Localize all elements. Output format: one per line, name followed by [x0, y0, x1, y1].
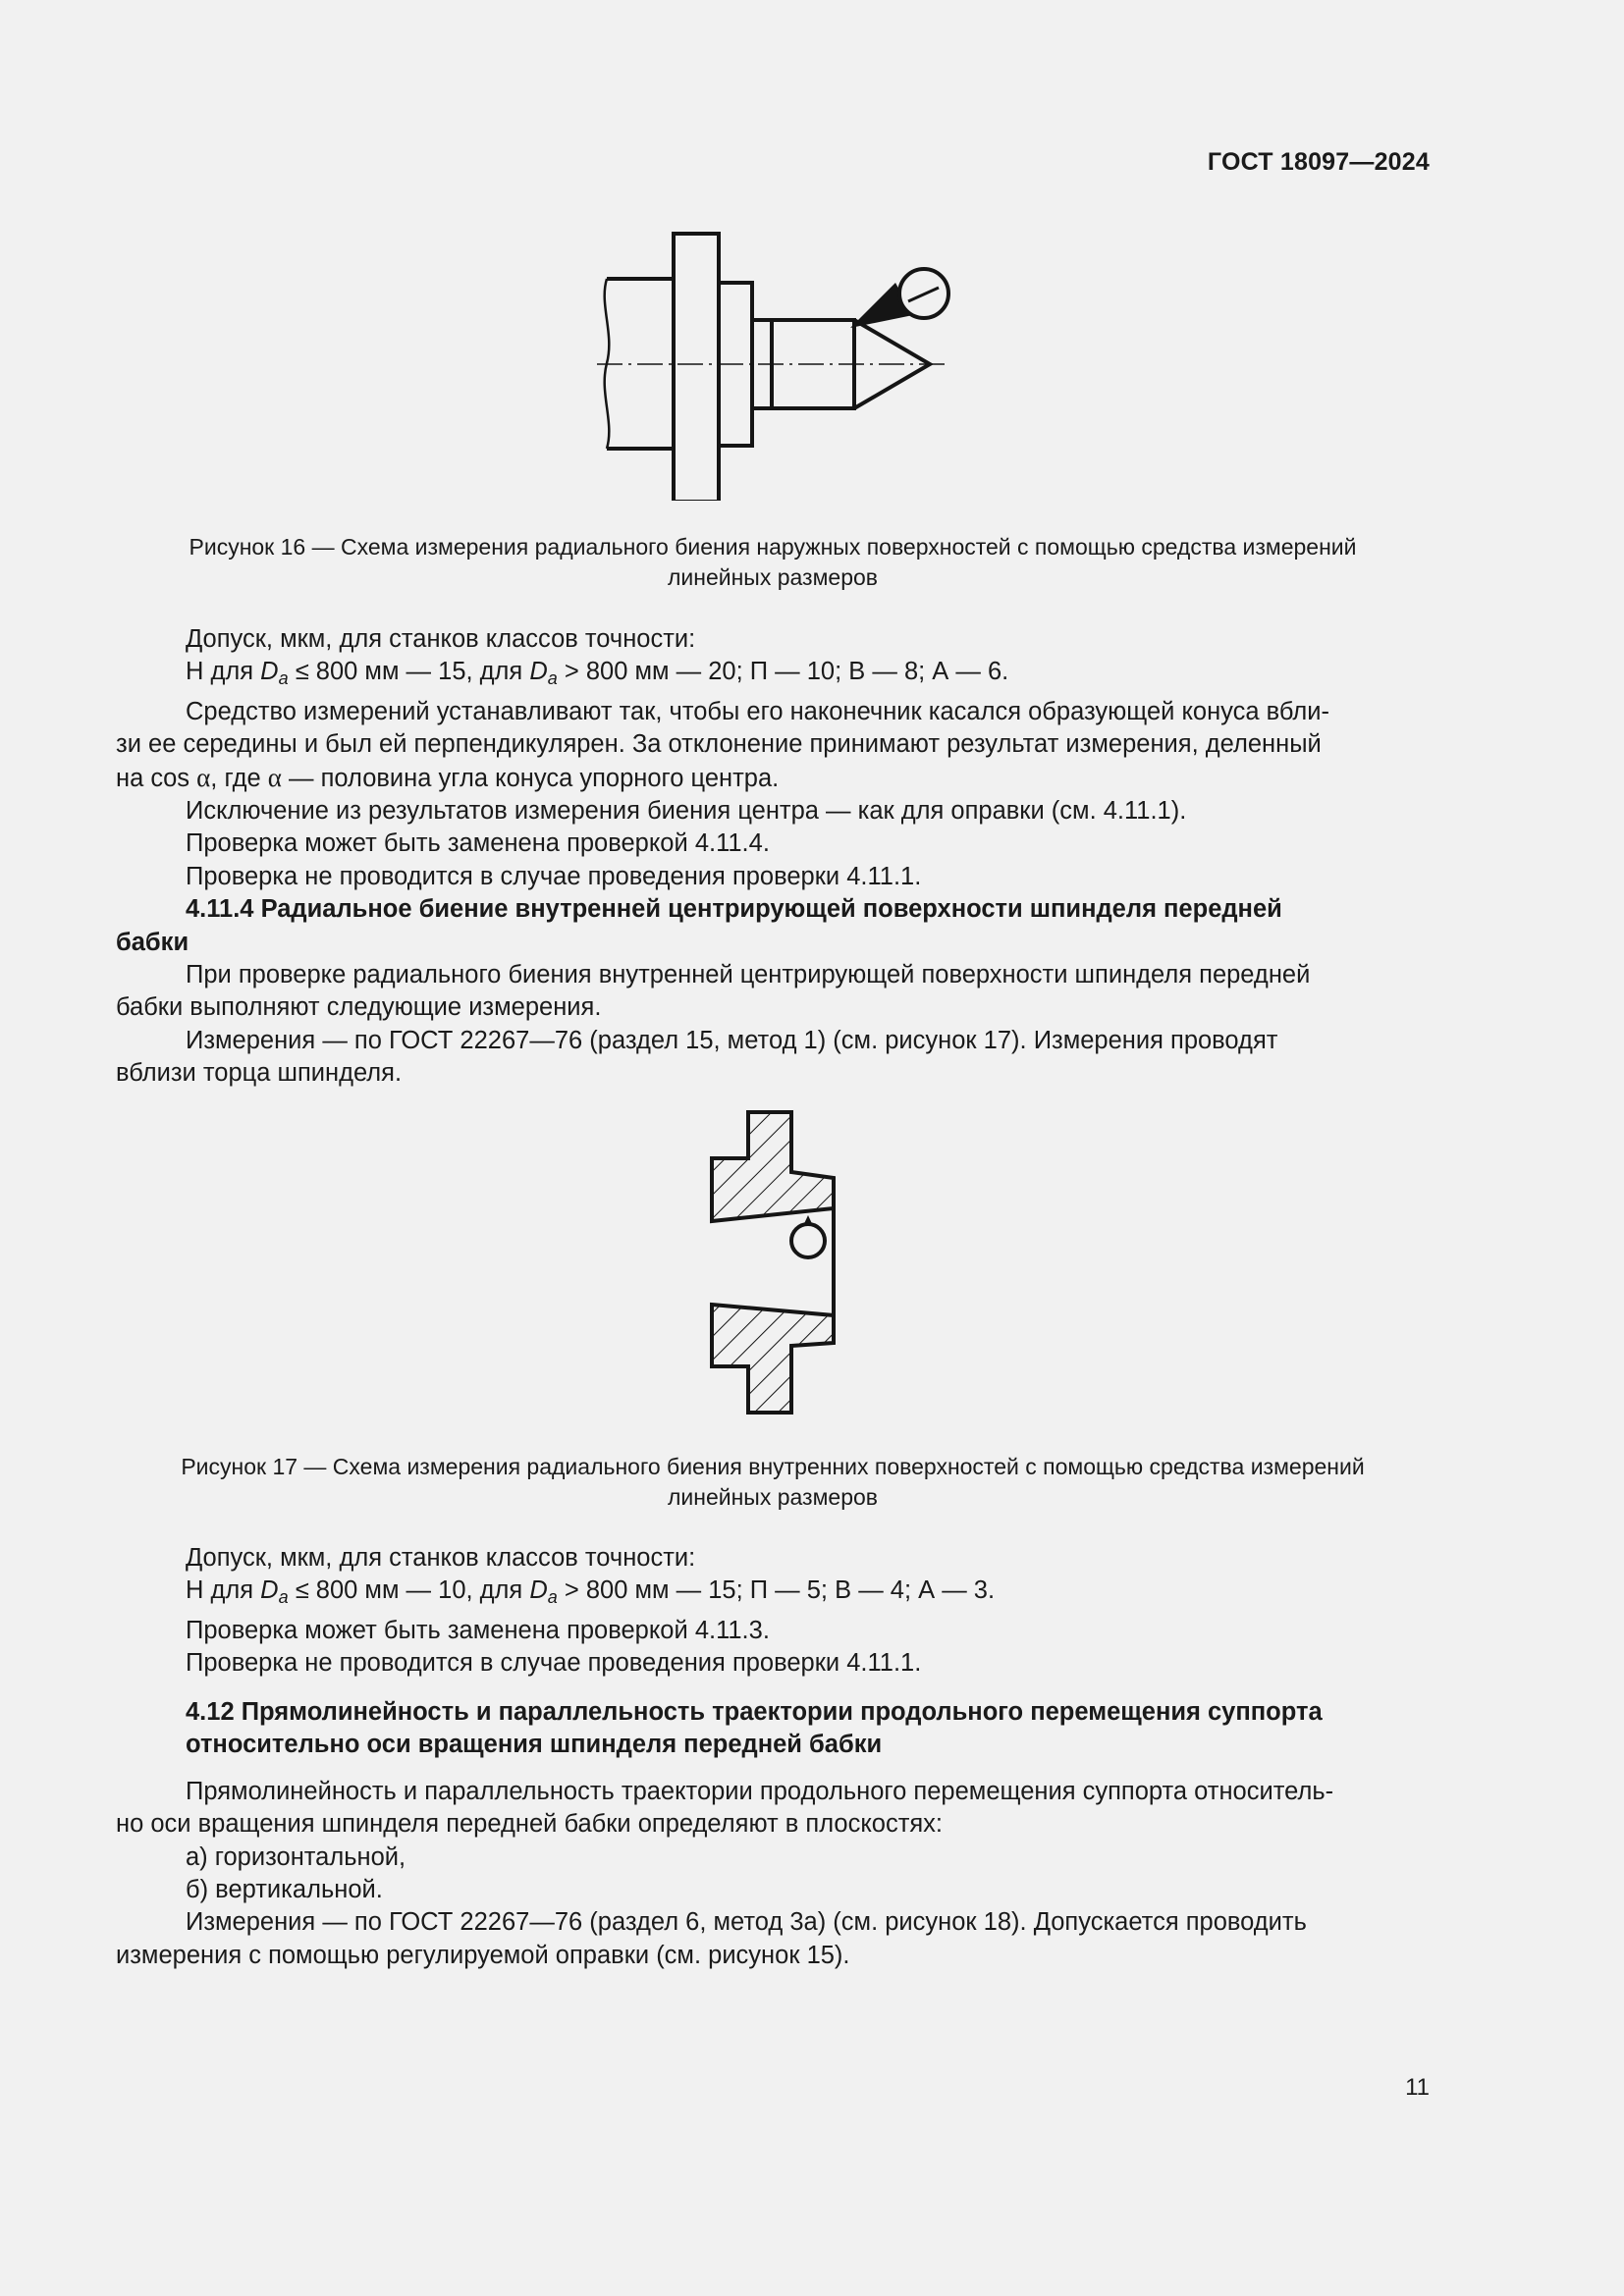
figure-16-caption: Рисунок 16 — Схема измерения радиального биения наружных поверхностей с помощью средства измерений линейных размеров: [189, 534, 1357, 590]
figure-17-caption: Рисунок 17 — Схема измерения радиального биения внутренних поверхностей с помощью средства измерений линейных размеров: [181, 1454, 1365, 1510]
paragraph-not-performed: Проверка не проводится в случае проведения проверки 4.11.1.: [186, 1649, 922, 1678]
tolerance-intro: Допуск, мкм, для станков классов точности:: [186, 1544, 696, 1572]
tolerance-values: Н для $D_a \le 800$ мм — 10, для $D_a > 800$ мм — 15; П — 5; В — 4; А — 3.: [186, 1576, 996, 1608]
paragraph-exclusion: Исключение из результатов измерения биения центра — как для оправки (см. 4.11.1).: [186, 797, 1187, 826]
flange: [674, 234, 719, 501]
paragraph-replace: Проверка может быть заменена проверкой 4.11.4.: [186, 829, 770, 858]
paragraph-replace: Проверка может быть заменена проверкой 4.11.3.: [186, 1616, 770, 1644]
tolerance-intro: Допуск, мкм, для станков классов точности:: [186, 625, 696, 653]
spindle-upper-section: [712, 1112, 834, 1221]
tolerance-values: Н для $D_a \le 800$ мм — 15, для $D_a > 800$ мм — 20; П — 10; В — 8; А — 6.: [186, 658, 1009, 689]
list-item-a: а) горизонтальной,: [186, 1842, 406, 1871]
paragraph-measurements-ref: Измерения — по ГОСТ 22267—76 (раздел 6, метод 3а) (см. рисунок 18). Допускается проводить измерения с помощью регулируемой оправки (см. рисунок 15).: [116, 1908, 1307, 1969]
text-block-1: [116, 623, 1430, 1091]
paragraph-planes: Прямолинейность и параллельность траектории продольного перемещения суппорта относитель- но оси вращения шпинделя передней бабки определяют в плоскостях:: [116, 1777, 1334, 1839]
paragraph-not-performed: Проверка не проводится в случае проведения проверки 4.11.1.: [186, 862, 922, 890]
page-number: 11: [1405, 2074, 1430, 2101]
document-code: ГОСТ 18097—2024: [1207, 148, 1430, 176]
list-item-b: б) вертикальной.: [186, 1876, 383, 1904]
dial-indicator-icon: [791, 1224, 825, 1257]
section-heading-4-12: 4.12 Прямолинейность и параллельность траектории продольного перемещения суппорта относительно оси вращения шпинделя передней бабки: [186, 1698, 1323, 1759]
paragraph-runout-check: При проверке радиального биения внутренней центрирующей поверхности шпинделя передней бабки выполняют следующие измерения.: [116, 961, 1311, 1022]
spindle-lower-section: [712, 1305, 834, 1413]
section-heading-4-11-4: 4.11.4 Радиальное биение внутренней центрирующей поверхности шпинделя передней бабки: [116, 895, 1282, 956]
figure-16-diagram: [589, 226, 962, 501]
figure-17-diagram: [707, 1105, 844, 1419]
text-block-3: [116, 1696, 1430, 1972]
text-block-2: [116, 1542, 1430, 1681]
paragraph-measuring-setup: Средство измерений устанавливают так, чтобы его наконечник касался образующей конуса вбли- зи ее середины и был ей перпендикулярен. За отклонение принимают результат измерения, деленный на cos α, где α — половина угла конуса упорного центра.: [116, 697, 1329, 792]
paragraph-measurements-ref: Измерения — по ГОСТ 22267—76 (раздел 15, метод 1) (см. рисунок 17). Измерения проводят вблизи торца шпинделя.: [116, 1026, 1278, 1088]
